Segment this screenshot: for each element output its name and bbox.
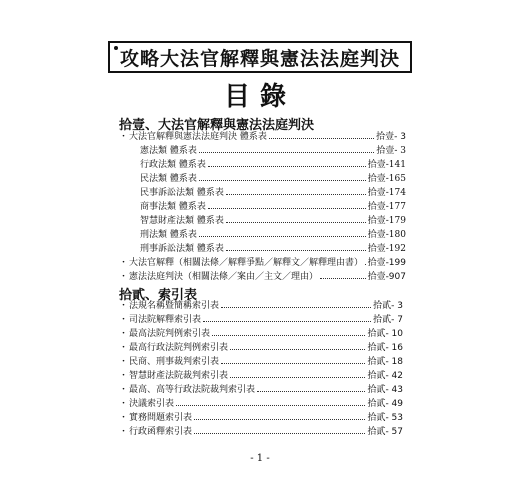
toc-page: 拾貳- 57 [367, 427, 403, 437]
toc-page: 拾貳- 53 [367, 413, 403, 423]
dot-leader [221, 306, 371, 308]
toc-entry [119, 426, 403, 438]
toc-page: 拾壹- 3 [376, 146, 406, 156]
toc-page: 拾壹-174 [367, 188, 406, 198]
dot-leader [212, 334, 365, 336]
toc-subentry [140, 201, 406, 213]
toc-subentry [140, 187, 406, 199]
dot-leader [226, 221, 366, 223]
toc-page: 拾壹- 3 [376, 132, 406, 142]
toc-label: 大法官解釋（相關法條／解釋爭點／解釋文／解釋理由書） [129, 258, 364, 268]
dot-leader [269, 137, 374, 139]
toc-subentry [140, 243, 406, 255]
section-title-1: 拾壹、大法官解釋與憲法法庭判決 [119, 118, 315, 133]
toc-label: 智慧財產法院裁判索引表 [129, 371, 229, 381]
toc-bullet: ・ [119, 329, 129, 339]
dot-leader [320, 277, 366, 279]
toc-subentry [140, 173, 406, 185]
toc-bullet: ・ [119, 427, 129, 437]
toc-page: 拾貳- 10 [367, 329, 403, 339]
toc-subentry [140, 145, 406, 157]
toc-page: 拾壹-180 [367, 230, 406, 240]
page-number-footer: - 1 - [250, 453, 270, 464]
toc-page: 拾貳- 49 [367, 399, 403, 409]
toc-label: 民法類 體系表 [140, 174, 197, 184]
dot-leader [230, 348, 365, 350]
toc-label: 憲法類 體系表 [140, 146, 197, 156]
dot-leader [199, 235, 366, 237]
dot-leader [208, 165, 366, 167]
toc-bullet: ・ [119, 272, 129, 282]
toc-label: 民事訴訟法類 體系表 [140, 188, 224, 198]
dot-leader [176, 404, 365, 406]
toc-label: 行政函釋索引表 [129, 427, 193, 437]
dot-leader [208, 207, 366, 209]
dot-leader [257, 390, 365, 392]
toc-page: 拾貳- 3 [373, 301, 403, 311]
toc-entry [119, 328, 403, 340]
toc-bullet: ・ [119, 132, 129, 142]
corner-dot-icon [114, 46, 118, 50]
dot-leader [194, 432, 365, 434]
toc-subentry [140, 229, 406, 241]
toc-bullet: ・ [119, 343, 129, 353]
toc-page: 拾壹-165 [367, 174, 406, 184]
toc-entry [119, 384, 403, 396]
toc-label: 實務問題索引表 [129, 413, 193, 423]
toc-label: 最高行政法院判例索引表 [129, 343, 229, 353]
toc-bullet: ・ [119, 258, 129, 268]
dot-leader [199, 179, 366, 181]
toc-subentry [140, 159, 406, 171]
toc-entry [119, 412, 403, 424]
dot-leader [226, 249, 366, 251]
toc-page: 拾壹-192 [367, 244, 406, 254]
banner-title: 攻略大法官解釋與憲法法庭判決 [119, 47, 400, 70]
toc-entry [119, 300, 403, 312]
toc-entry [119, 356, 403, 368]
toc-label: 最高法院判例索引表 [129, 329, 211, 339]
toc-label: 智慧財產法類 體系表 [140, 216, 224, 226]
toc-page: 拾壹-179 [367, 216, 406, 226]
dot-leader [203, 320, 371, 322]
toc-entry [119, 342, 403, 354]
dot-leader [221, 362, 365, 364]
toc-label: 刑事訴訟法類 體系表 [140, 244, 224, 254]
toc-label: 大法官解釋與憲法法庭判決 體系表 [129, 132, 267, 142]
toc-entry [119, 398, 403, 410]
toc-page: 拾貳- 18 [367, 357, 403, 367]
toc-page: 拾壹-907 [367, 272, 406, 282]
toc-page: 拾壹-141 [367, 160, 406, 170]
toc-entry [119, 131, 406, 143]
toc-bullet: ・ [119, 413, 129, 423]
toc-label: 商事法類 體系表 [140, 202, 206, 212]
toc-page: 拾貳- 7 [373, 315, 403, 325]
page-heading: 目錄 [223, 82, 296, 112]
toc-entry [119, 257, 406, 269]
dot-leader [226, 193, 366, 195]
section-title-2: 拾貳、索引表 [119, 288, 198, 303]
toc-page: 拾貳- 42 [367, 371, 403, 381]
dot-leader [230, 376, 365, 378]
toc-subentry [140, 215, 406, 227]
toc-label: 決議索引表 [129, 399, 175, 409]
toc-bullet: ・ [119, 399, 129, 409]
toc-bullet: ・ [119, 301, 129, 311]
toc-entry [119, 271, 406, 283]
toc-bullet: ・ [119, 315, 129, 325]
toc-label: 最高、高等行政法院裁判索引表 [129, 385, 256, 395]
toc-label: 行政法類 體系表 [140, 160, 206, 170]
toc-bullet: ・ [119, 371, 129, 381]
toc-page: 拾壹-177 [367, 202, 406, 212]
toc-bullet: ・ [119, 357, 129, 367]
banner-title-box [108, 41, 412, 73]
toc-label: 民商、刑事裁判索引表 [129, 357, 220, 367]
toc-page: 拾貳- 43 [367, 385, 403, 395]
dot-leader [194, 418, 365, 420]
toc-label: 法規名稱暨簡稱索引表 [129, 301, 220, 311]
toc-page: 拾壹-199 [367, 258, 406, 268]
toc-bullet: ・ [119, 385, 129, 395]
toc-entry [119, 370, 403, 382]
dot-leader [199, 151, 374, 153]
toc-page: 拾貳- 16 [367, 343, 403, 353]
dot-leader [365, 263, 366, 265]
toc-entry [119, 314, 403, 326]
toc-label: 憲法法庭判決（相關法條／案由／主文／理由） [129, 272, 319, 282]
toc-label: 司法院解釋索引表 [129, 315, 202, 325]
toc-label: 刑法類 體系表 [140, 230, 197, 240]
